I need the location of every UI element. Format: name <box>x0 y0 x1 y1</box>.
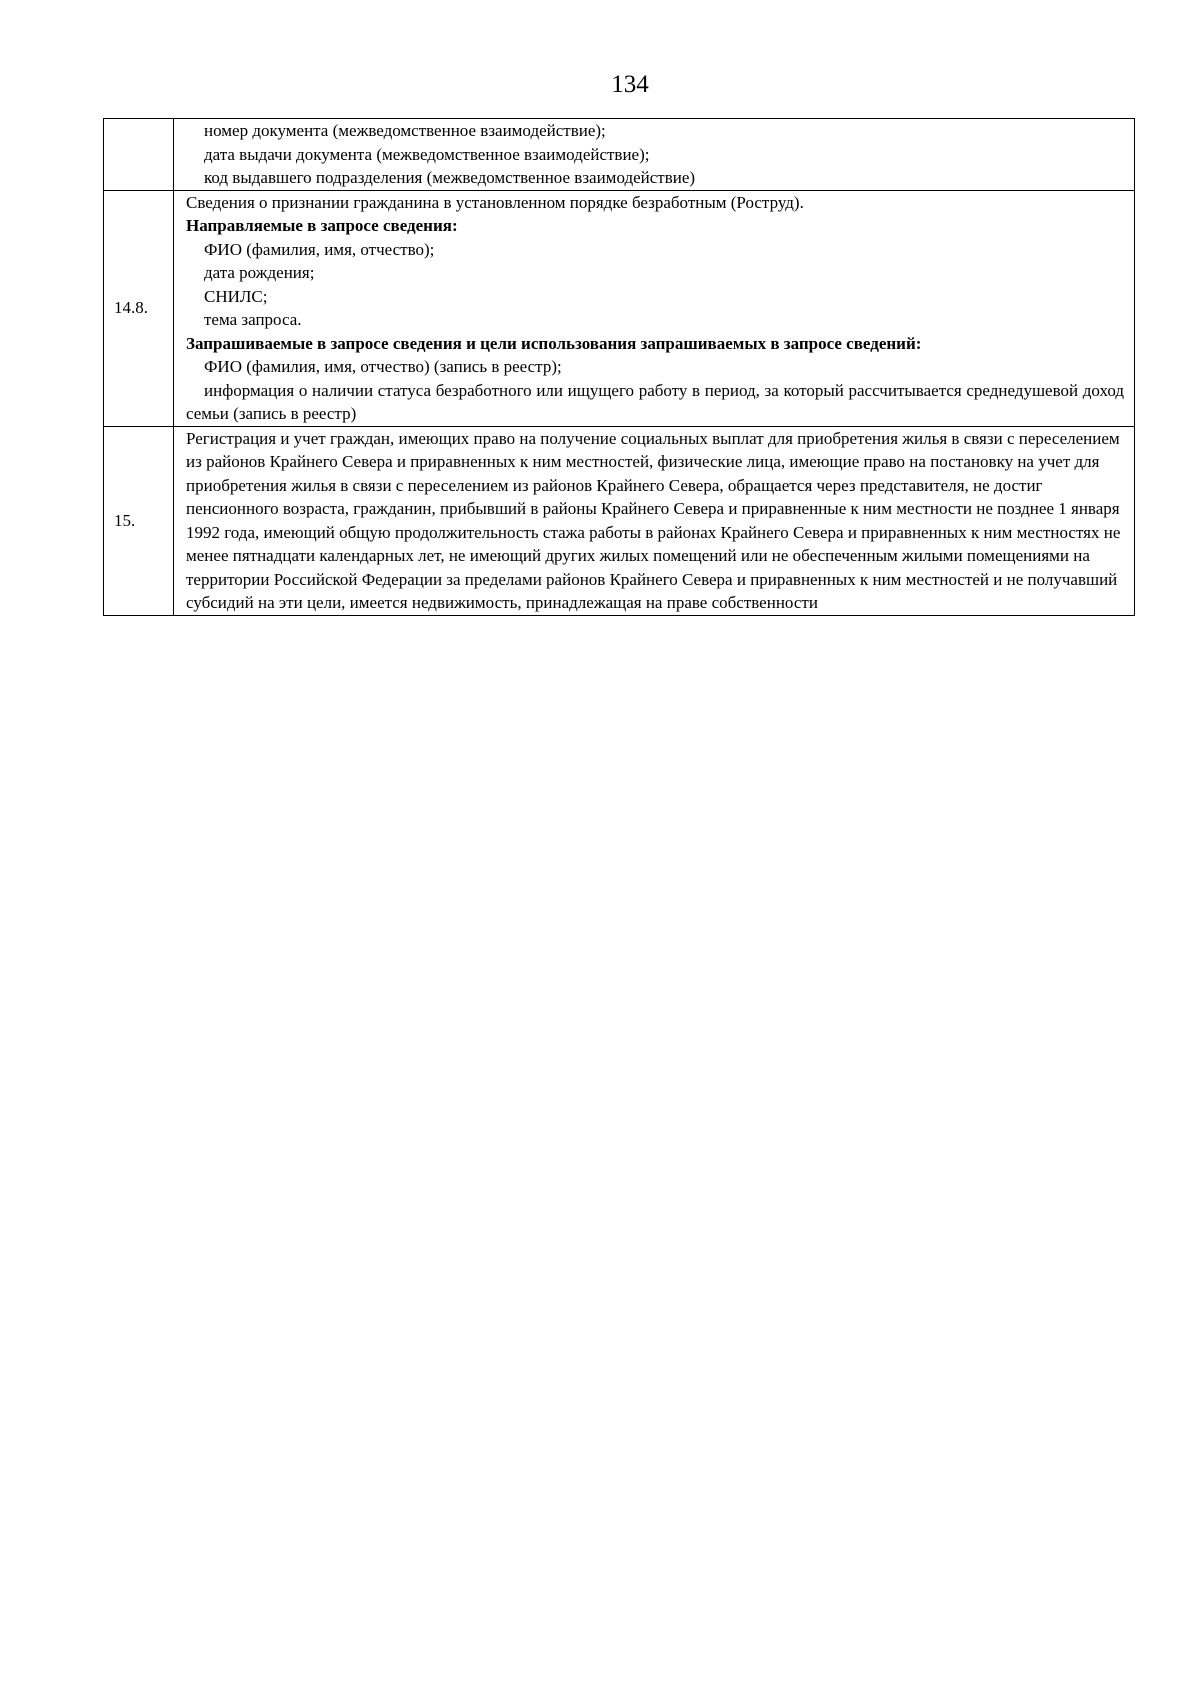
row-number: 14.8. <box>104 190 174 426</box>
sent-header: Направляемые в запросе сведения: <box>186 216 458 235</box>
row-number: 15. <box>104 426 174 615</box>
row-content <box>174 190 1135 426</box>
row-content <box>174 119 1135 191</box>
list-item: номер документа (межведомственное взаимодействие); <box>204 121 606 140</box>
list-item: дата выдачи документа (межведомственное взаимодействие); <box>204 144 650 164</box>
list-item: информация о наличии статуса безработного или ищущего работу в период, за который рассчитывается среднедушевой доход семьи (запись в реестр) <box>186 380 1124 423</box>
table-row <box>104 119 1135 191</box>
page-number: 134 <box>611 71 649 98</box>
row-text: Регистрация и учет граждан, имеющих право на получение социальных выплат для приобретения жилья в связи с переселением из районов Крайнего Севера и приравненных к ним местностей, физические лица, имеющие право на постановку на учет для приобретения жилья в связи с переселением из районов Крайнего Севера, обращается через представителя, не достиг пенсионного возраста, гражданин, прибывший в районы Крайнего Севера и приравненные к ним местности не позднее 1 января 1992 года, имеющий общую продолжительность стажа работы в районах Крайнего Севера и приравненных к ним местностях не менее пятнадцати календарных лет, не имеющий других жилых помещений или не обеспеченным жилыми помещениями на территории Российской Федерации за пределами районов Крайнего Севера и приравненных к ним местностей и не получавший субсидий на эти цели, имеется недвижимость, принадлежащая на праве собственности <box>186 428 1121 612</box>
table-row <box>104 190 1135 426</box>
list-item: код выдавшего подразделения (межведомственное взаимодействие) <box>204 168 696 187</box>
list-item: дата рождения; <box>204 263 315 282</box>
list-item: ФИО (фамилия, имя, отчество) (запись в реестр); <box>204 357 562 376</box>
list-item: тема запроса. <box>204 310 302 329</box>
list-item: ФИО (фамилия, имя, отчество); <box>204 239 435 259</box>
requested-header: Запрашиваемые в запросе сведения и цели использования запрашиваемых в запросе сведений: <box>186 333 922 353</box>
row-number <box>104 119 174 191</box>
services-table <box>103 118 1135 616</box>
table-row <box>104 426 1135 615</box>
row-content <box>174 426 1135 615</box>
list-item: СНИЛС; <box>204 286 268 306</box>
row-intro: Сведения о признании гражданина в установленном порядке безработным (Роструд). <box>186 192 804 212</box>
